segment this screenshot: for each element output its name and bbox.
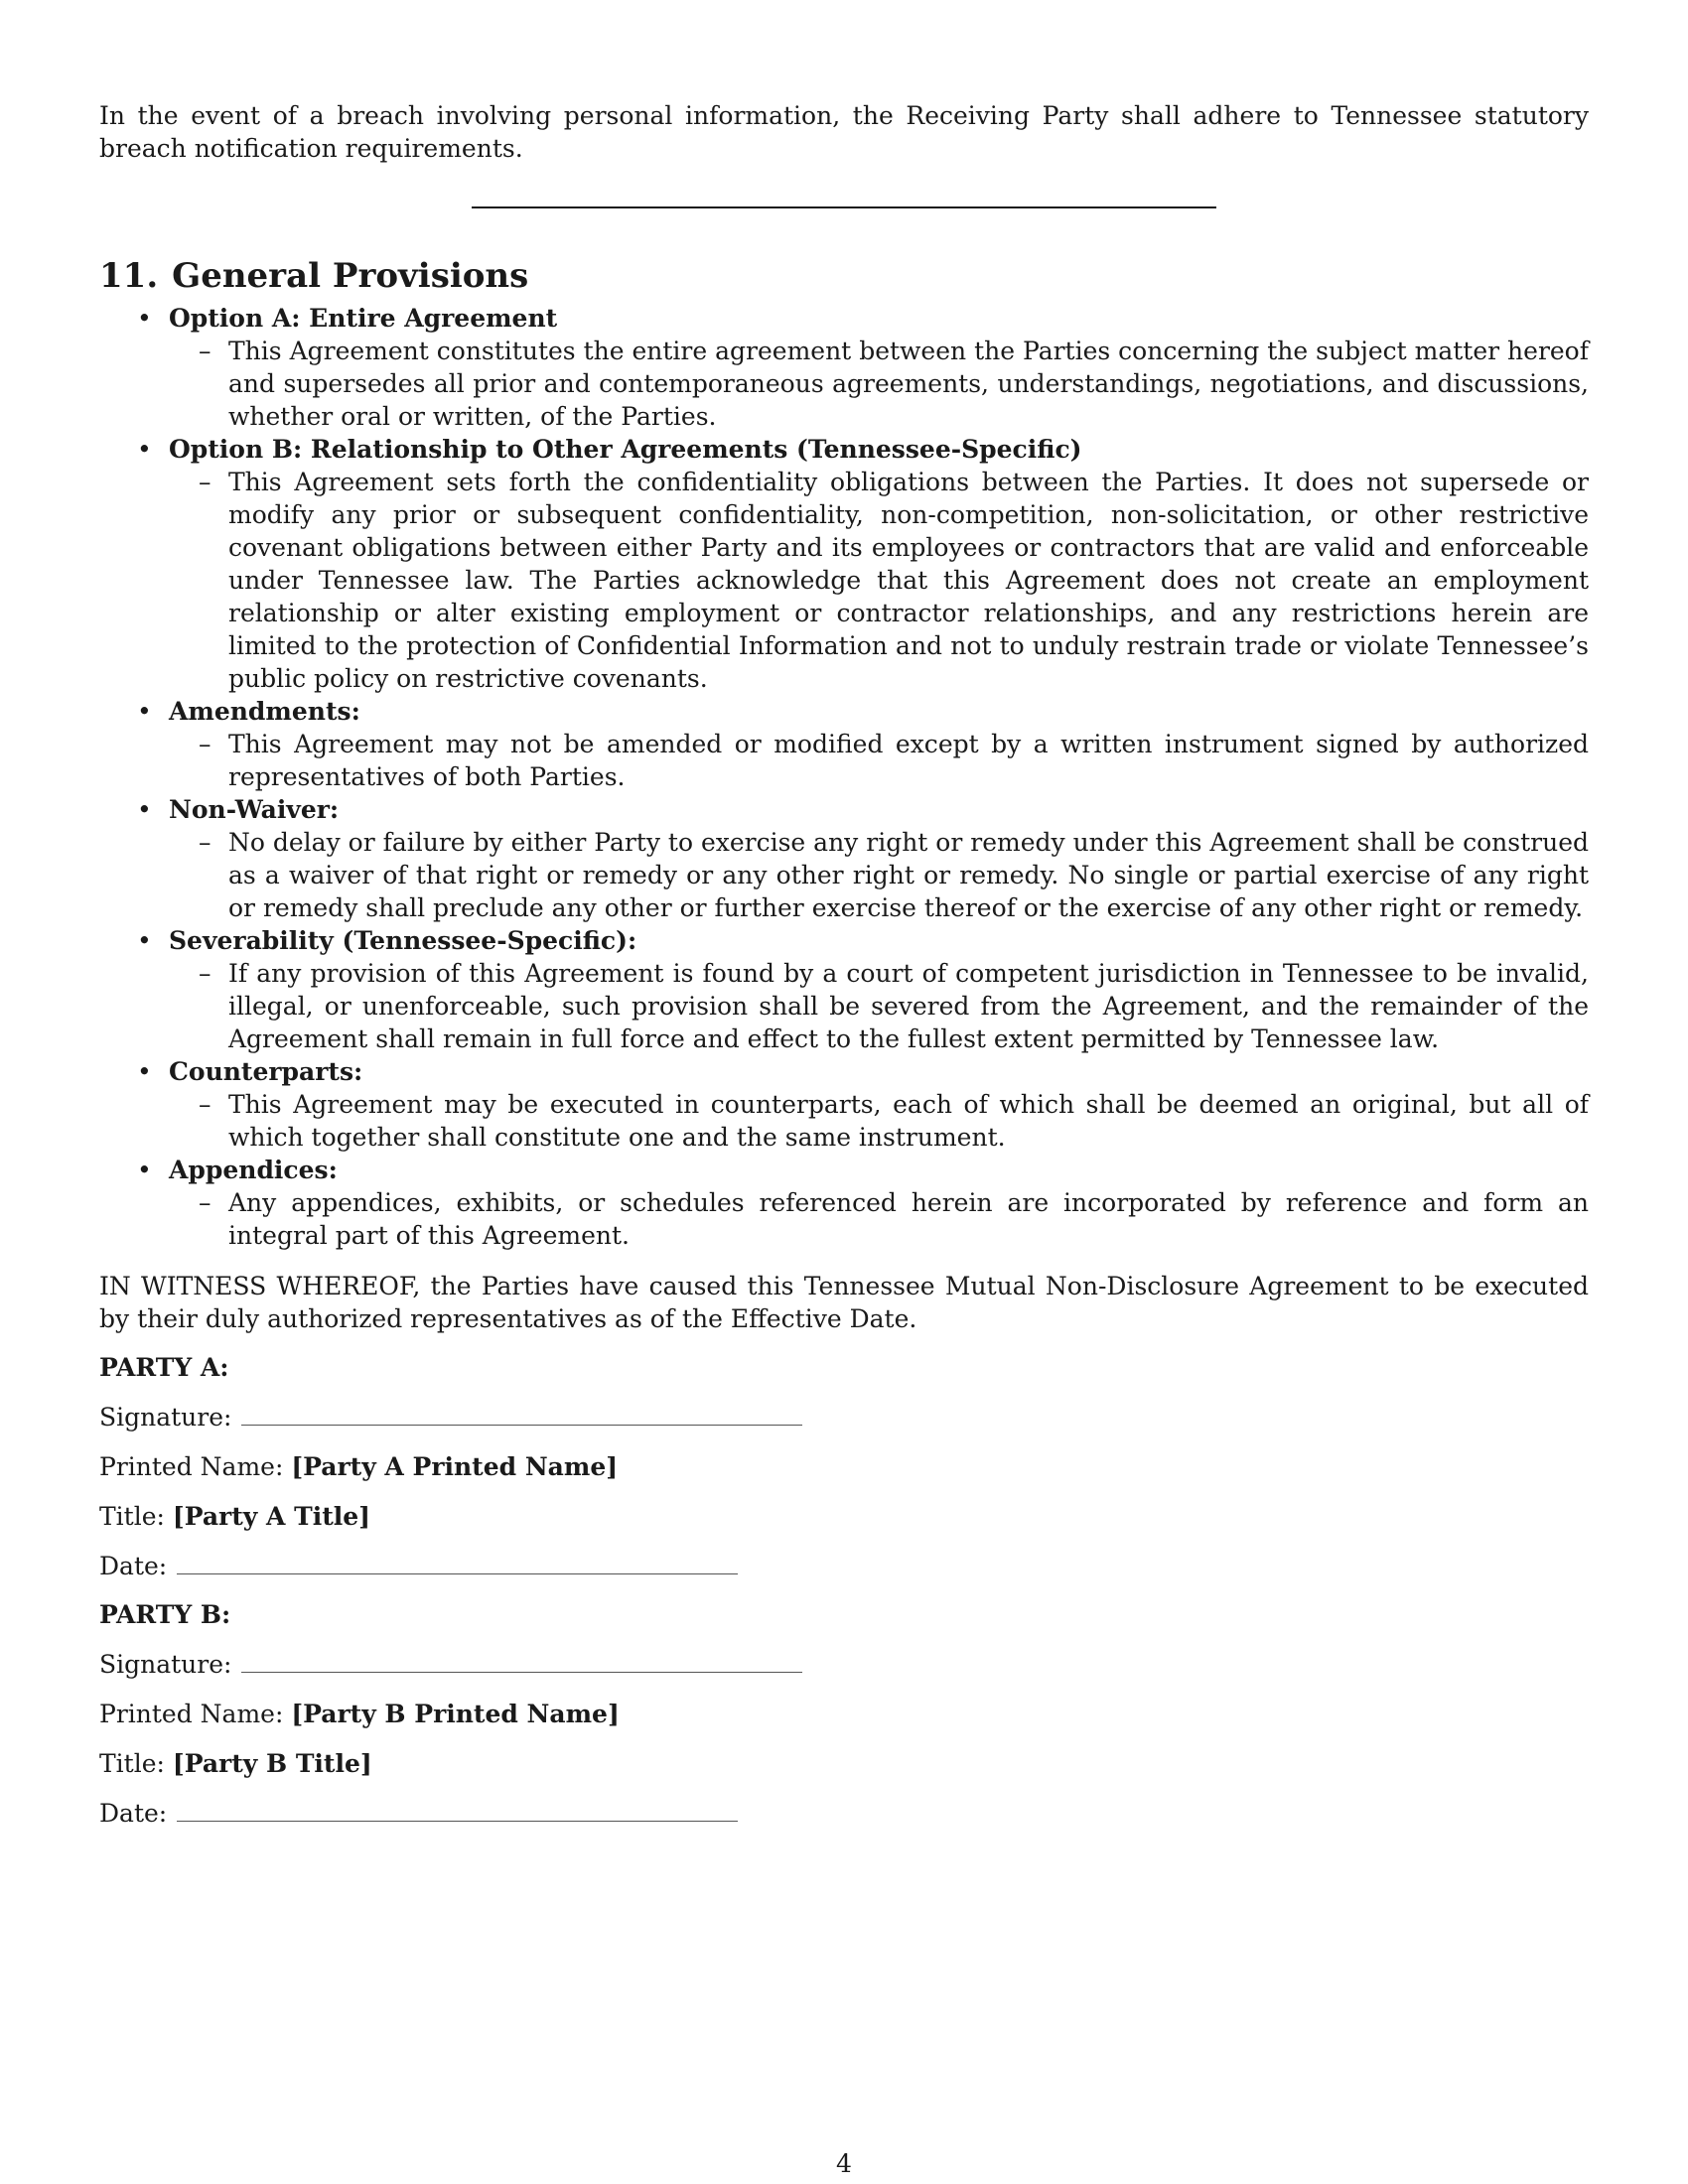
party-b-signature-row (99, 1648, 1589, 1681)
dash-icon: – (199, 730, 211, 758)
provision-sublist (169, 728, 1589, 793)
party-b-date-line[interactable] (177, 1799, 738, 1822)
dash-icon: – (199, 1090, 211, 1119)
party-b-printed-name-row (99, 1698, 1589, 1730)
dash-icon: – (199, 828, 211, 857)
party-a-title-row (99, 1500, 1589, 1533)
party-a-date-row (99, 1550, 1589, 1582)
provisions-list (99, 302, 1589, 1252)
provision-text-item (169, 957, 1589, 1055)
page-number: 4 (836, 2149, 852, 2178)
intro-paragraph: In the event of a breach involving personal information, the Receiving Party shall adhere to Tennessee statutory breach notification requirements. (99, 101, 1589, 163)
provision-text: This Agreement sets forth the confidentiality obligations between the Parties. It does not supersede or modify any prior or subsequent confidentiality, non-competition, non-solicitation, or other restrictive covenant obligations between either Party and its employees or contractors that are valid and enforceable under Tennessee law. The Parties acknowledge that this Agreement does not create an employment relationship or alter existing employment or contractor relationships, and any restrictions herein are limited to the protection of Confidential Information and not to unduly restrain trade or violate Tennessee’s public policy on restrictive covenants. (228, 468, 1589, 693)
provision-sublist (169, 826, 1589, 924)
party-a-heading: PARTY A: (99, 1353, 229, 1382)
bullet-icon: • (137, 926, 152, 955)
provision-sublist (169, 957, 1589, 1055)
party-a-date-line[interactable] (177, 1552, 738, 1574)
bullet-icon: • (137, 795, 152, 824)
provision-item (99, 924, 1589, 1055)
provision-text: This Agreement constitutes the entire agreement between the Parties concerning the subject matter hereof and supersedes all prior and contemporaneous agreements, understandings, negotiations, and discussions, whether oral or written, of the Parties. (228, 337, 1589, 431)
provision-item (99, 793, 1589, 924)
party-a-printed-name-value: [Party A Printed Name] (291, 1452, 619, 1481)
party-b-title-label: Title: (99, 1749, 165, 1778)
party-b-printed-name-label: Printed Name: (99, 1700, 284, 1728)
provision-item (99, 1154, 1589, 1252)
provision-text-item (169, 335, 1589, 433)
provision-title: Severability (Tennessee-Specific): (169, 926, 637, 955)
bullet-icon: • (137, 697, 152, 726)
party-a-signature-line[interactable] (241, 1403, 802, 1426)
party-b-date-label: Date: (99, 1799, 168, 1828)
party-a-title-label: Title: (99, 1502, 165, 1531)
provision-text-item (169, 466, 1589, 695)
provision-title: Non-Waiver: (169, 795, 340, 824)
provision-sublist (169, 335, 1589, 433)
bullet-icon: • (137, 304, 152, 333)
provision-title: Option A: Entire Agreement (169, 304, 558, 333)
party-a-signature-label: Signature: (99, 1403, 232, 1432)
section-title: General Provisions (172, 256, 529, 296)
provision-text-item (169, 826, 1589, 924)
party-b-signature-label: Signature: (99, 1650, 232, 1679)
witness-paragraph: IN WITNESS WHEREOF, the Parties have caused this Tennessee Mutual Non-Disclosure Agreement to be executed by their duly authorized representatives as of the Effective Date. (99, 1272, 1589, 1333)
party-b-signature-line[interactable] (241, 1650, 802, 1673)
party-b-printed-name-value: [Party B Printed Name] (291, 1700, 620, 1728)
party-a-date-label: Date: (99, 1552, 168, 1580)
section-heading (99, 256, 1589, 296)
provision-text-item (169, 1186, 1589, 1252)
provision-sublist (169, 1186, 1589, 1252)
bullet-icon: • (137, 1057, 152, 1086)
provision-title: Appendices: (169, 1156, 338, 1184)
provision-title: Counterparts: (169, 1057, 363, 1086)
provision-item (99, 695, 1589, 793)
party-a-printed-name-row (99, 1450, 1589, 1483)
provision-text: This Agreement may not be amended or modified except by a written instrument signed by authorized representatives of both Parties. (228, 730, 1589, 791)
party-a-signature-row (99, 1401, 1589, 1433)
section-number: 11. (99, 256, 159, 296)
provision-text: If any provision of this Agreement is found by a court of competent jurisdiction in Tennessee to be invalid, illegal, or unenforceable, such provision shall be severed from the Agreement, and the remainder of the Agreement shall remain in full force and effect to the fullest extent permitted by Tennessee law. (228, 959, 1589, 1053)
provision-sublist (169, 1088, 1589, 1154)
document-page (99, 99, 1589, 1830)
provision-title: Option B: Relationship to Other Agreements (Tennessee-Specific) (169, 435, 1082, 464)
section-divider (472, 206, 1216, 208)
bullet-icon: • (137, 435, 152, 464)
party-b-date-row (99, 1797, 1589, 1830)
party-b-title-value: [Party B Title] (172, 1749, 372, 1778)
bullet-icon: • (137, 1156, 152, 1184)
provision-title: Amendments: (169, 697, 360, 726)
party-a-title-value: [Party A Title] (172, 1502, 370, 1531)
provision-item (99, 433, 1589, 695)
provision-text: This Agreement may be executed in counterparts, each of which shall be deemed an original, but all of which together shall constitute one and the same instrument. (228, 1090, 1589, 1152)
provision-sublist (169, 466, 1589, 695)
provision-text: No delay or failure by either Party to exercise any right or remedy under this Agreement shall be construed as a waiver of that right or remedy or any other right or remedy. No single or partial exercise of any right or remedy shall preclude any other or further exercise thereof or the exercise of any other right or remedy. (228, 828, 1589, 922)
dash-icon: – (199, 959, 211, 988)
provision-item (99, 1055, 1589, 1154)
provision-text: Any appendices, exhibits, or schedules referenced herein are incorporated by reference and form an integral part of this Agreement. (228, 1188, 1589, 1250)
dash-icon: – (199, 337, 211, 365)
party-b-heading: PARTY B: (99, 1600, 231, 1629)
provision-text-item (169, 1088, 1589, 1154)
party-a-printed-name-label: Printed Name: (99, 1452, 284, 1481)
dash-icon: – (199, 468, 211, 496)
party-b-title-row (99, 1747, 1589, 1780)
provision-text-item (169, 728, 1589, 793)
provision-item (99, 302, 1589, 433)
dash-icon: – (199, 1188, 211, 1217)
